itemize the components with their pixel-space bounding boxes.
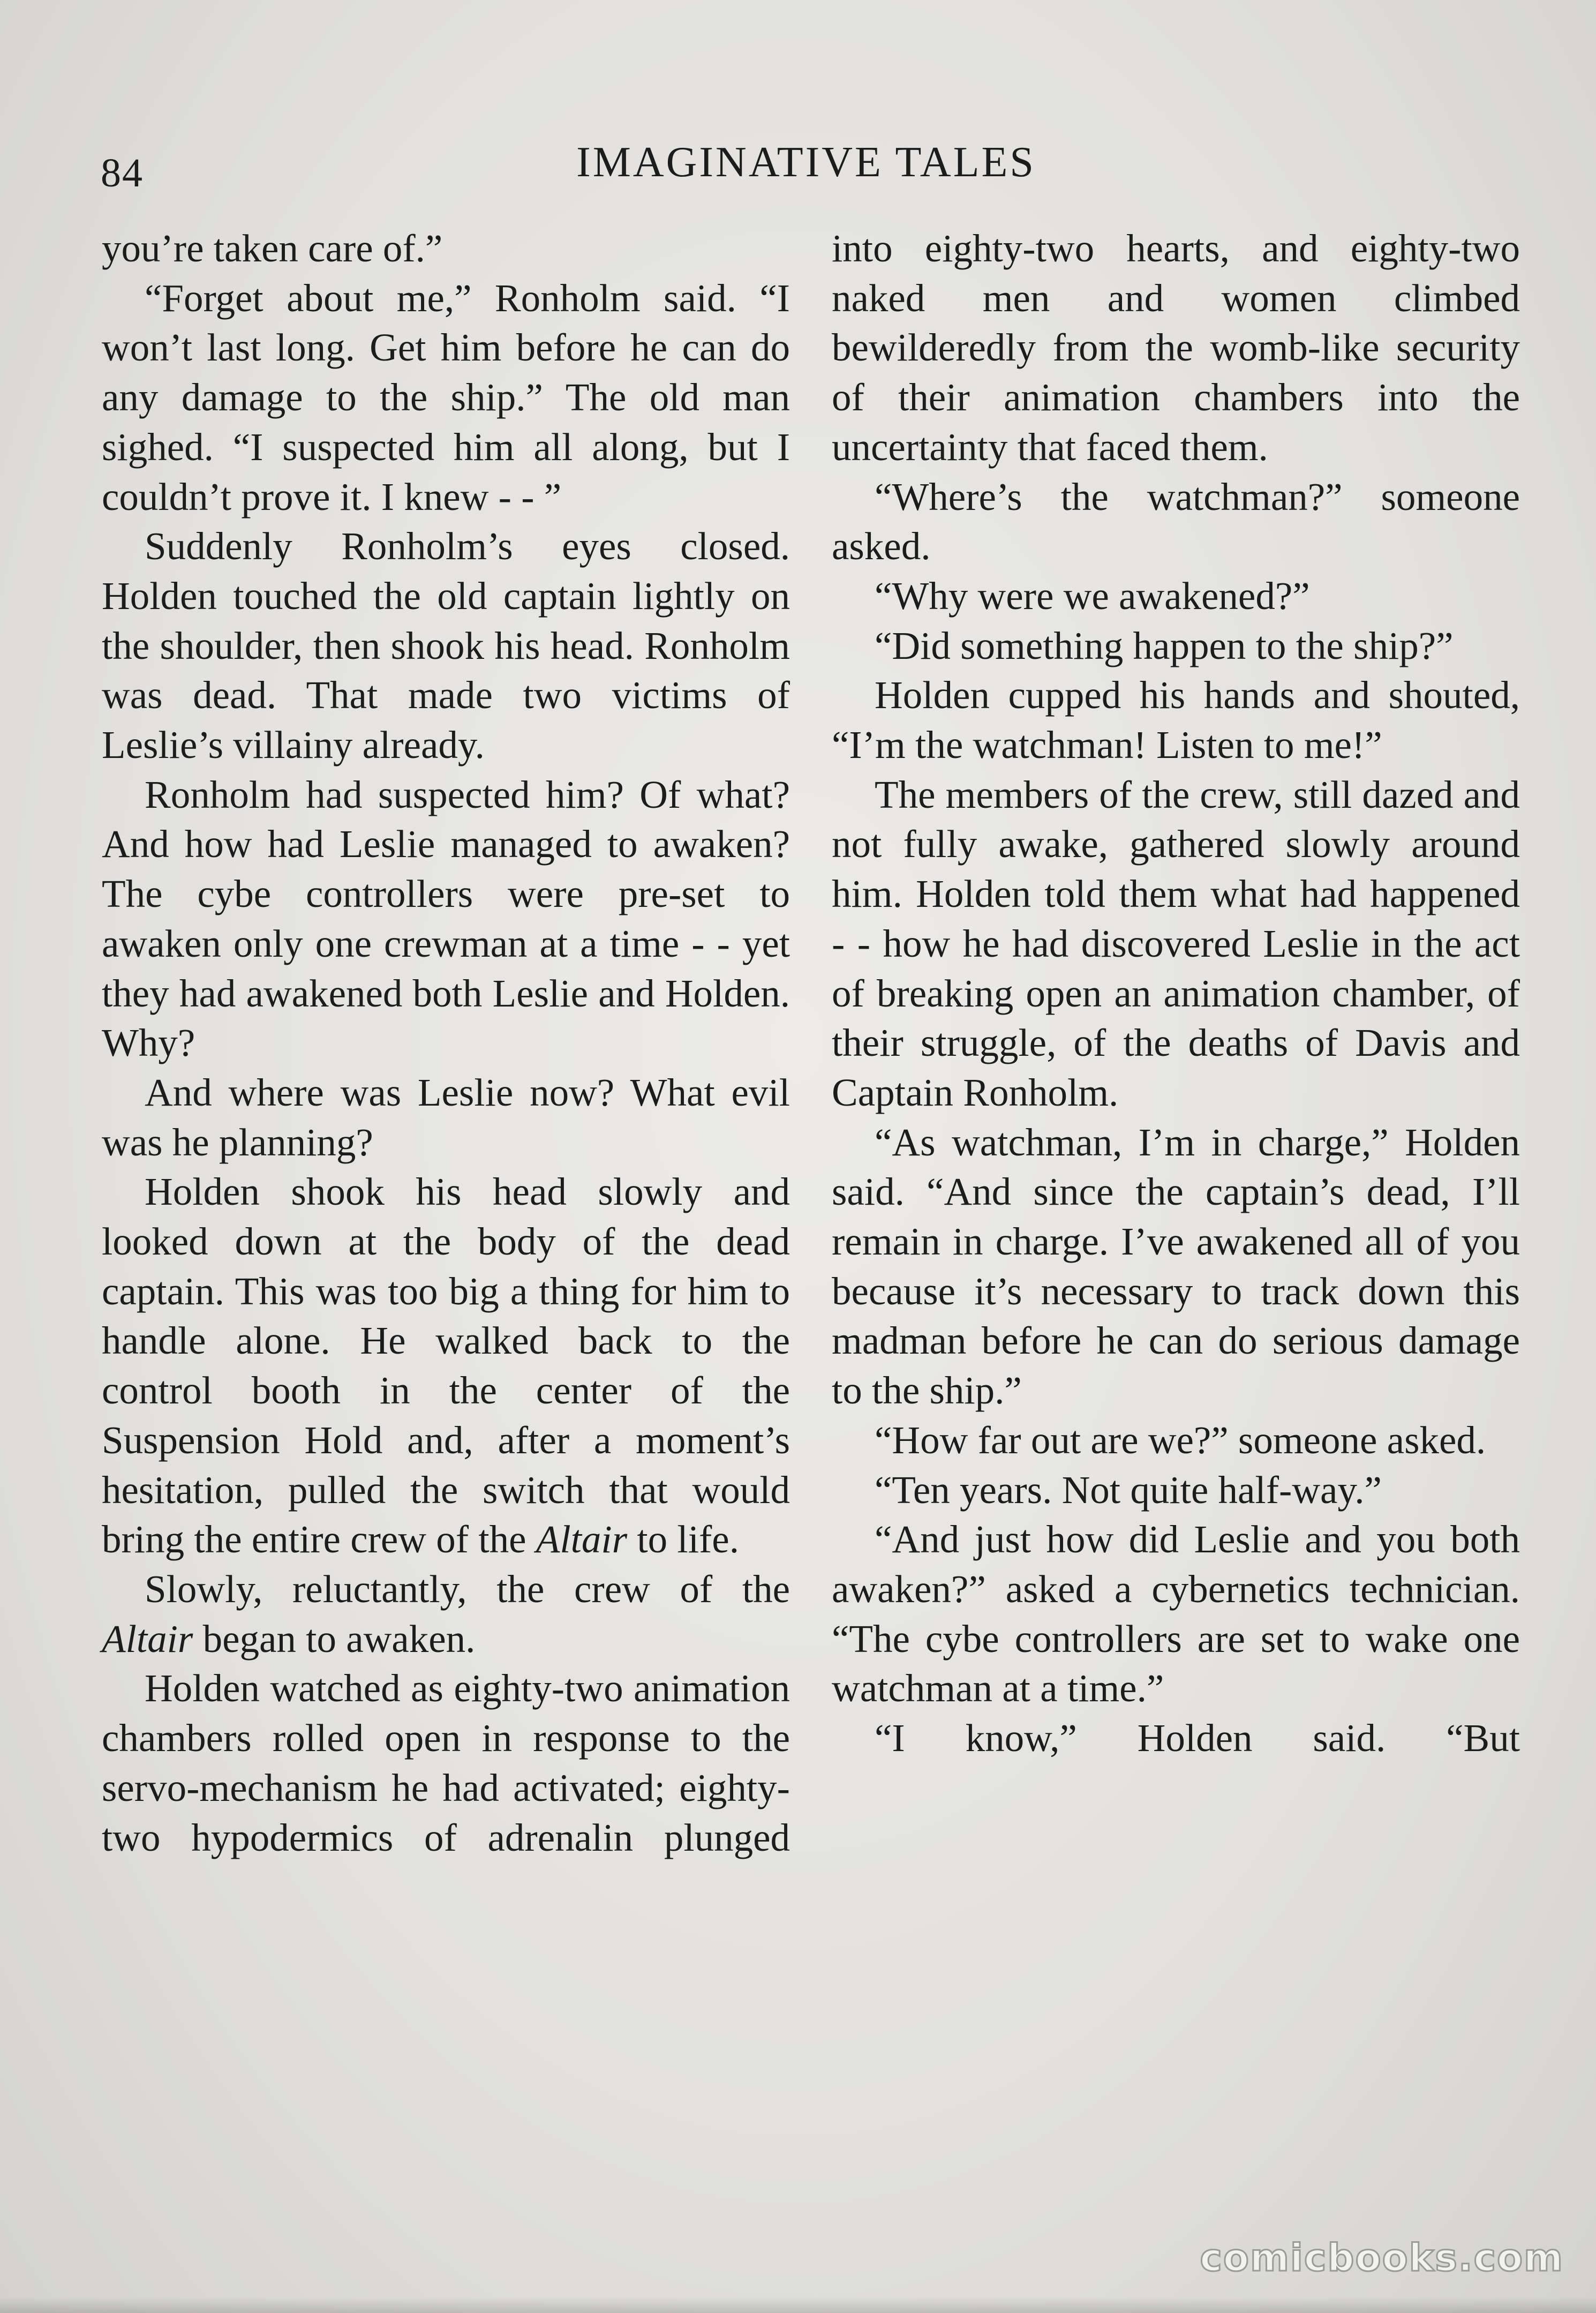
page-number: 84	[101, 151, 144, 196]
paragraph: “Where’s the watchman?” someone asked.	[832, 475, 1520, 568]
running-title: IMAGINATIVE TALES	[576, 139, 1036, 186]
watermark-logo: comicbooks.com	[1200, 2236, 1564, 2280]
right-column	[832, 224, 1520, 1763]
paragraph: “As watchman, I’m in charge,” Holden said. “And since the captain’s dead, I’ll remain in charge. I’ve awakened all of you because it’s necessary to track down this madman before he can do serious damage to the ship.”	[832, 1120, 1520, 1413]
paragraph: Ronholm had suspected him? Of what? And how had Leslie managed to awaken? The cybe controllers were pre-set to awaken only one crewman at a time - - yet they had awakened both Leslie and Holden. Why?	[102, 772, 790, 1065]
paragraph: The members of the crew, still dazed and not fully awake, gathered slowly around him. Holden told them what had happened - - how he had discovered Leslie in the act of breaking open an animation chamber, of their struggle, of the deaths of Davis and Captain Ronholm.	[832, 772, 1520, 1114]
paragraph: Holden cupped his hands and shouted, “I’m the watchman! Listen to me!”	[832, 673, 1520, 767]
paragraph: “Forget about me,” Ronholm said. “I won’t last long. Get him before he can do any damage to the ship.” The old man sighed. “I suspected him all along, but I couldn’t prove it. I knew - - ”	[102, 276, 790, 519]
paragraph: “Ten years. Not quite half-way.”	[875, 1468, 1382, 1512]
paragraph: into eighty-two hearts, and eighty-two naked men and women climbed bewilderedly from the womb-like security of their animation chambers into the uncertainty that faced them.	[832, 227, 1520, 469]
paragraph: “I know,” Holden said. “But	[875, 1716, 1520, 1760]
paragraph: Holden watched as eighty-two animation chambers rolled open in response to the servo-mechanism he had activated; eighty-two hypodermics of adrenalin plunged	[102, 1666, 790, 1859]
paragraph: Slowly, reluctantly, the crew of the Altair began to awaken.	[102, 1567, 790, 1661]
paragraph: And where was Leslie now? What evil was he planning?	[102, 1070, 790, 1164]
paragraph: Holden shook his head slowly and looked down at the body of the dead captain. This was too big a thing for him to handle alone. He walked back to the control booth in the center of the Suspension Hold and, after a moment’s hesitation, pulled the switch that would bring the entire crew of the Altair to life.	[102, 1170, 790, 1561]
page-edge-shadow	[0, 2297, 1596, 2313]
paragraph: “Why were we awakened?”	[875, 574, 1310, 618]
paragraph: “How far out are we?” someone asked.	[875, 1418, 1486, 1462]
paragraph: “Did something happen to the ship?”	[875, 624, 1454, 667]
paragraph: Suddenly Ronholm’s eyes closed. Holden touched the old captain lightly on the shoulder, then shook his head. Ronholm was dead. That made two victims of Leslie’s villainy already.	[102, 524, 790, 767]
paragraph: you’re taken care of.”	[102, 227, 443, 270]
paragraph: “And just how did Leslie and you both awaken?” asked a cybernetics technician. “The cybe controllers are set to wake one watchman at a time.”	[832, 1518, 1520, 1710]
left-column	[102, 224, 790, 1863]
